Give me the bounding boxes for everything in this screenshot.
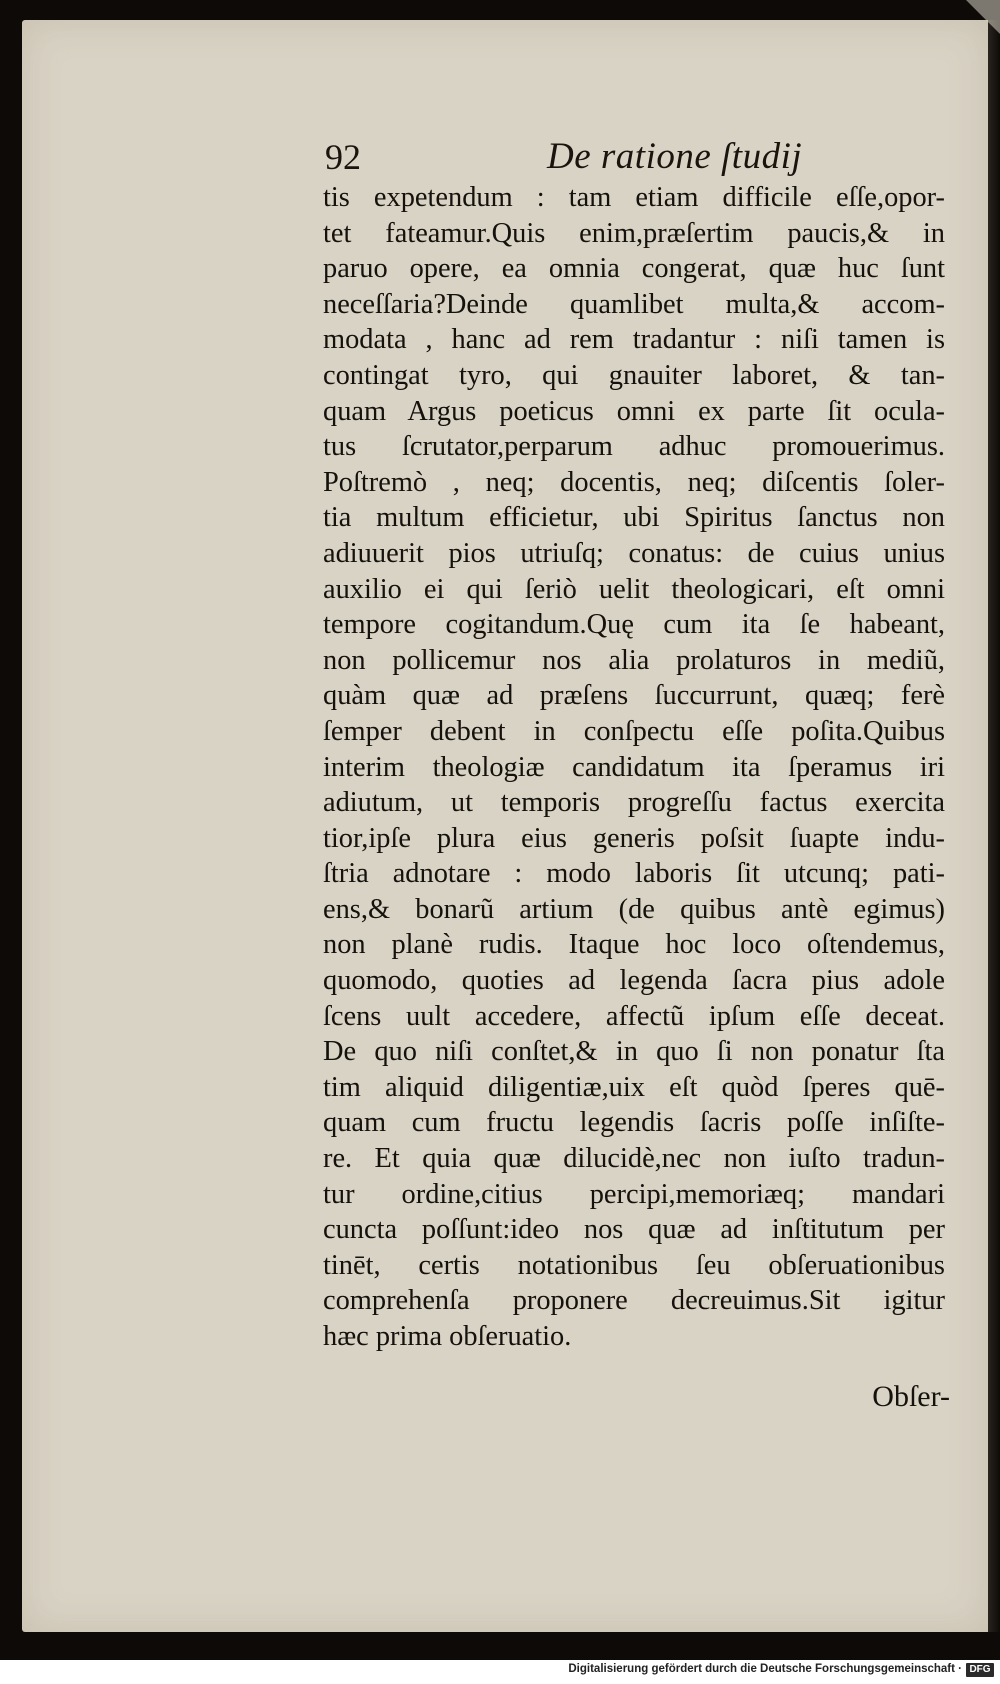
text-line: neceſſaria?Deinde quamlibet multa,& accom- <box>323 288 945 320</box>
text-line: re. Et quia quæ dilucidè,nec non iuſto tradun- <box>323 1143 945 1175</box>
text-line: tur ordine,citius percipi,memoriæq; mandari <box>323 1178 945 1210</box>
text-line: interim theologiæ candidatum ita ſperamus iri <box>323 751 945 783</box>
text-line: comprehenſa proponere decreuimus.Sit igitur <box>323 1285 945 1317</box>
page-edge <box>988 20 1000 1632</box>
text-line: paruo opere, ea omnia congerat, quæ huc ſunt <box>323 253 945 285</box>
text-line: non pollicemur nos alia prolaturos in mediũ, <box>323 644 945 676</box>
text-line: ſtria adnotare : modo laboris ſit utcunq; pati- <box>323 858 945 890</box>
text-line: tinēt, certis notationibus ſeu obſeruationibus <box>323 1249 945 1281</box>
text-line: non planè rudis. Itaque hoc loco oſtendemus, <box>323 929 945 961</box>
text-line: auxilio ei qui ſeriò uelit theologicari, eſt omni <box>323 573 945 605</box>
catchword: Obſer- <box>872 1380 950 1413</box>
text-line: adiuuerit pios utriuſq; conatus: de cuius unius <box>323 537 945 569</box>
dfg-logo: DFG <box>966 1663 994 1677</box>
page-number: 92 <box>325 137 361 177</box>
text-line: quam Argus poeticus omni ex parte ſit ocula- <box>323 395 945 427</box>
text-line: tet fateamur.Quis enim,præſertim paucis,& in <box>323 217 945 249</box>
text-line: Poſtremò , neq; docentis, neq; diſcentis ſoler- <box>323 466 945 498</box>
footer-bar <box>0 1660 1000 1684</box>
text-line: quomodo, quoties ad legenda ſacra pius adole <box>323 965 945 997</box>
body-text <box>323 180 945 1355</box>
text-line: quàm quæ ad præſens ſuccurrunt, quæq; ferè <box>323 680 945 712</box>
text-line: ſcens uult accedere, affectũ ipſum eſſe deceat. <box>323 1000 945 1032</box>
text-line: tior,ipſe plura eius generis poſsit ſuapte indu- <box>323 822 945 854</box>
funding-credit: Digitalisierung gefördert durch die Deutsche Forschungsgemeinschaft · <box>568 1663 962 1675</box>
text-line: modata , hanc ad rem tradantur : niſi tamen is <box>323 324 945 356</box>
text-line: tus ſcrutator,perparum adhuc promouerimus. <box>323 431 945 463</box>
text-line: adiutum, ut temporis progreſſu factus exercita <box>323 787 945 819</box>
text-line: tim aliquid diligentiæ,uix eſt quòd ſperes quē- <box>323 1071 945 1103</box>
running-title: De ratione ſtudij <box>547 136 803 177</box>
text-line: cuncta poſſunt:ideo nos quæ ad inſtitutum per <box>323 1214 945 1246</box>
text-line: contingat tyro, qui gnauiter laboret, & tan- <box>323 359 945 391</box>
text-line: quam cum fructu legendis ſacris poſſe inſiſte- <box>323 1107 945 1139</box>
text-line: De quo niſi conſtet,& in quo ſi non ponatur ſta <box>323 1036 945 1068</box>
text-line: ſemper debent in conſpectu eſſe poſita.Quibus <box>323 715 945 747</box>
text-line: tia multum efficietur, ubi Spiritus ſanctus non <box>323 502 945 534</box>
text-line: tempore cogitandum.Quę cum ita ſe habeant, <box>323 609 945 641</box>
running-head <box>325 133 945 181</box>
text-line: ens,& bonarũ artium (de quibus antè egimus) <box>323 893 945 925</box>
text-line: tis expetendum : tam etiam difficile eſſe,opor- <box>323 182 945 213</box>
text-line: hæc prima obſeruatio. <box>323 1321 572 1352</box>
page-corner <box>966 0 1000 34</box>
